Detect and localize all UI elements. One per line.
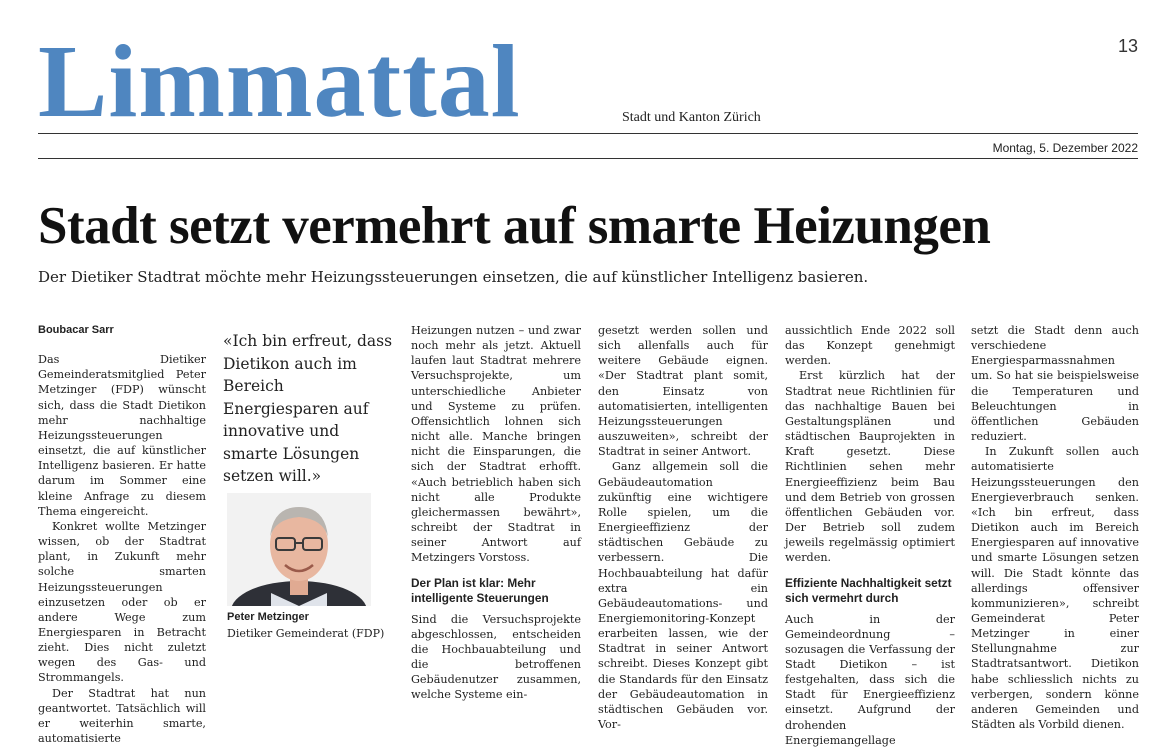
date-rule bbox=[38, 158, 1138, 159]
article-headline: Stadt setzt vermehrt auf smarte Heizungen bbox=[38, 197, 991, 255]
photo-caption-name: Peter Metzinger bbox=[227, 611, 309, 623]
column-5 bbox=[785, 323, 955, 748]
paragraph: Der Stadtrat hat nun geantwortet. Tatsächlich will er weiterhin smarte, automatisierte bbox=[38, 686, 206, 746]
masthead-rule bbox=[38, 133, 1138, 134]
paragraph: setzt die Stadt denn auch verschiedene Energiesparmassnahmen um. So hat sie beispielsweise die Temperaturen und Beleuchtungen in öffentlichen Gebäuden reduziert. bbox=[971, 324, 1139, 444]
page-number: 13 bbox=[1117, 36, 1138, 56]
paragraph: Auch in der Gemeindeordnung – sozusagen die Verfassung der Stadt Dietikon – ist festgehalten, dass sich die Stadt für Energieeffizienz einsetzt. Aufgrund der drohenden Energiemangellage bbox=[785, 612, 955, 747]
subheading: Effiziente Nachhaltigkeit setzt sich vermehrt durch bbox=[785, 575, 952, 605]
issue-date: Montag, 5. Dezember 2022 bbox=[992, 141, 1138, 155]
subheading: Der Plan ist klar: Mehr intelligente Steuerungen bbox=[411, 575, 549, 605]
paragraph: Das Dietiker Gemeinderatsmitglied Peter Metzinger (FDP) wünscht sich, dass die Stadt Dietikon mehr nachhaltige Heizungssteuerungen einsetzt, die auf künstlicher Intelligenz basieren. Er hatte darum im Sommer eine kleine Anfrage zu diesem Thema eingereicht. bbox=[38, 353, 206, 518]
column-6 bbox=[971, 323, 1139, 732]
photo-caption-role: Dietiker Gemeinderat (FDP) bbox=[227, 627, 385, 640]
paragraph: In Zukunft sollen auch automatisierte Heizungssteuerungen den Energieverbrauch senken. «Ich bin erfreut, dass Dietikon auch im Bereich Energiesparen auf innovative und smarte Lösungen setzen will. Die Stadt könnte das allerdings offensiver kommunizieren», schreibt Gemeinderat Peter Metzinger in einer Stellungnahme zur Stadtratsantwort. Dietikon habe schliesslich nichts zu verbergen, sondern könne anderen Gemeinden und Städten als Vorbild dienen. bbox=[971, 445, 1139, 732]
portrait-image bbox=[227, 493, 371, 606]
pull-quote: «Ich bin erfreut, dass Dietikon auch im Bereich Energiesparen auf innovative und smarte Lösungen setzen will.» bbox=[223, 332, 393, 485]
author-photo bbox=[227, 493, 371, 606]
masthead-title: Limmattal bbox=[38, 24, 521, 139]
masthead-subtitle: Stadt und Kanton Zürich bbox=[622, 110, 761, 125]
paragraph: Erst kürzlich hat der Stadtrat neue Richtlinien für das nachhaltige Bauen bei Gestaltungsplänen und städtischen Bauprojekten in Kraft gesetzt. Diese Richtlinien sehen mehr Energieeffizienz beim Bau und dem Betrieb von grossen öffentlichen Gebäuden vor. Der Betrieb soll zudem jeweils regelmässig optimiert werden. bbox=[785, 369, 955, 565]
paragraph: Ganz allgemein soll die Gebäudeautomation zukünftig eine wichtigere Rolle spielen, um die Energieeffizienz der städtischen Gebäude zu verbessern. Die Hochbauabteilung hat dafür extra ein Gebäudeautomations- und Energiemonitoring-Konzept erarbeiten lassen, wie der Stadtrat in seiner Antwort schreibt. Dieses Konzept gibt die Standards für den Einsatz der Gebäudeautomation in städtischen Gebäuden vor. Vor- bbox=[598, 460, 768, 732]
column-4 bbox=[598, 323, 768, 732]
paragraph: Konkret wollte Metzinger wissen, ob der Stadtrat plant, in Zukunft mehr solche smarten Heizungssteuerungen einzusetzen oder ob er andere Wege zum Energiesparen in Betracht zieht. Dies nicht zuletzt wegen des Gas- und Strommangels. bbox=[38, 519, 206, 685]
column-3 bbox=[411, 323, 581, 702]
paragraph: gesetzt werden sollen und sich allenfalls auch für weitere Gebäude eignen. «Der Stadtrat plant somit, den Einsatz von automatisierten, intelligenten Heizungssteuerungen auszuweiten», schreibt der Stadtrat in seiner Antwort. bbox=[598, 324, 768, 459]
column-1 bbox=[38, 323, 206, 746]
paragraph: Heizungen nutzen – und zwar noch mehr als jetzt. Aktuell laufen laut Stadtrat mehrere Versuchsprojekte, um unterschiedliche Anbieter und Systeme zu prüfen. Offensichtlich lohnen sich nicht alle. Manche bringen nicht die Einsparungen, die sich der Stadtrat erhofft. «Auch betrieblich haben sich nicht alle Produkte gleichermassen bewährt», schreibt der Stadtrat in seiner Antwort auf Metzingers Vorstoss. bbox=[411, 324, 581, 565]
author-byline: Boubacar Sarr bbox=[38, 324, 114, 336]
paragraph: aussichtlich Ende 2022 soll das Konzept genehmigt werden. bbox=[785, 324, 955, 368]
paragraph: Sind die Versuchsprojekte abgeschlossen, entscheiden die Hochbauabteilung und die betroffenen Gebäudenutzer zusammen, welche Systeme ein- bbox=[411, 612, 581, 702]
article-lead: Der Dietiker Stadtrat möchte mehr Heizungssteuerungen einsetzen, die auf künstlicher Intelligenz basieren. bbox=[38, 268, 869, 286]
